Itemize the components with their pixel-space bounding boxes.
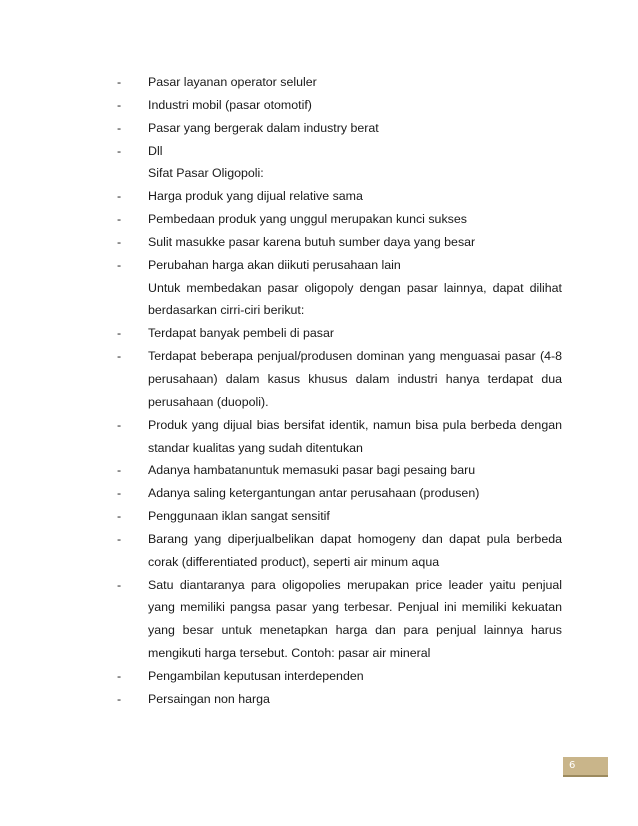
- list-item-text: Harga produk yang dijual relative sama: [148, 189, 363, 204]
- list-item: [0, 322, 638, 345]
- section-heading-text: Sifat Pasar Oligopoli:: [148, 166, 264, 181]
- list-item: [0, 688, 638, 711]
- bullet-dash: -: [117, 349, 122, 364]
- list-item: [0, 208, 638, 231]
- bullet-dash: -: [117, 120, 122, 135]
- bullet-dash: -: [117, 509, 122, 524]
- list-item: [0, 231, 638, 254]
- list-item-text: Sulit masukke pasar karena butuh sumber daya yang besar: [148, 234, 476, 249]
- bullet-dash: -: [117, 143, 122, 158]
- bullet-dash: -: [117, 97, 122, 112]
- list-item-text: Industri mobil (pasar otomotif): [148, 97, 312, 112]
- page-number: 6: [569, 760, 576, 771]
- list-item: [0, 345, 638, 414]
- list-item-text: Pengambilan keputusan interdependen: [148, 668, 364, 683]
- document-body: [0, 71, 638, 711]
- list-item: [0, 94, 638, 117]
- list-item-text: Barang yang diperjualbelikan dapat homogeny dan dapat pula berbeda corak (differentiated product), seperti air minum aqua: [148, 531, 562, 569]
- bullet-dash: -: [117, 577, 122, 592]
- intro-paragraph: [0, 277, 638, 323]
- list-item: [0, 574, 638, 665]
- list-item: [0, 482, 638, 505]
- list-item: [0, 254, 638, 277]
- bullet-dash: -: [117, 189, 122, 204]
- list-item: [0, 528, 638, 574]
- list-item-text: Terdapat banyak pembeli di pasar: [148, 326, 334, 341]
- list-item-text: Dll: [148, 143, 163, 158]
- list-item: [0, 71, 638, 94]
- page-number-badge: [563, 757, 608, 777]
- bullet-dash: -: [117, 531, 122, 546]
- section-heading: [0, 162, 638, 185]
- list-item-text: Penggunaan iklan sangat sensitif: [148, 509, 330, 524]
- list-item-text: Adanya saling ketergantungan antar perusahaan (produsen): [148, 486, 480, 501]
- list-item: [0, 414, 638, 460]
- list-item: [0, 459, 638, 482]
- list-item-text: Adanya hambatanuntuk memasuki pasar bagi pesaing baru: [148, 463, 476, 478]
- list-item: [0, 140, 638, 163]
- list-item-text: Satu diantaranya para oligopolies merupakan price leader yaitu penjual yang memiliki pangsa pasar yang terbesar. Penjual ini memiliki kekuatan yang besar untuk menetapkan harga dan para penjual lainnya harus mengikuti harga tersebut. Contoh: pasar air mineral: [148, 577, 562, 661]
- list-item-text: Produk yang dijual bias bersifat identik, namun bisa pula berbeda dengan standar kualitas yang sudah ditentukan: [148, 417, 562, 455]
- list-item-text: Pasar yang bergerak dalam industry berat: [148, 120, 379, 135]
- bullet-dash: -: [117, 417, 122, 432]
- paragraph-text: Untuk membedakan pasar oligopoly dengan pasar lainnya, dapat dilihat berdasarkan cirri-ciri berikut:: [148, 280, 562, 318]
- list-item-text: Persaingan non harga: [148, 691, 270, 706]
- bullet-dash: -: [117, 257, 122, 272]
- list-item-text: Pembedaan produk yang unggul merupakan kunci sukses: [148, 212, 467, 227]
- bullet-dash: -: [117, 75, 122, 89]
- bullet-dash: -: [117, 668, 122, 683]
- list-item-text: Pasar layanan operator seluler: [148, 75, 317, 89]
- list-item: [0, 185, 638, 208]
- list-item: [0, 117, 638, 140]
- list-item-text: Perubahan harga akan diikuti perusahaan lain: [148, 257, 401, 272]
- bullet-dash: -: [117, 463, 122, 478]
- list-item: [0, 505, 638, 528]
- bullet-dash: -: [117, 234, 122, 249]
- bullet-dash: -: [117, 326, 122, 341]
- bullet-dash: -: [117, 486, 122, 501]
- bullet-dash: -: [117, 691, 122, 706]
- list-item: [0, 665, 638, 688]
- list-item-text: Terdapat beberapa penjual/produsen dominan yang menguasai pasar (4-8 perusahaan) dalam kasus khusus dalam industri hanya terdapat dua perusahaan (duopoli).: [148, 349, 562, 409]
- bullet-dash: -: [117, 212, 122, 227]
